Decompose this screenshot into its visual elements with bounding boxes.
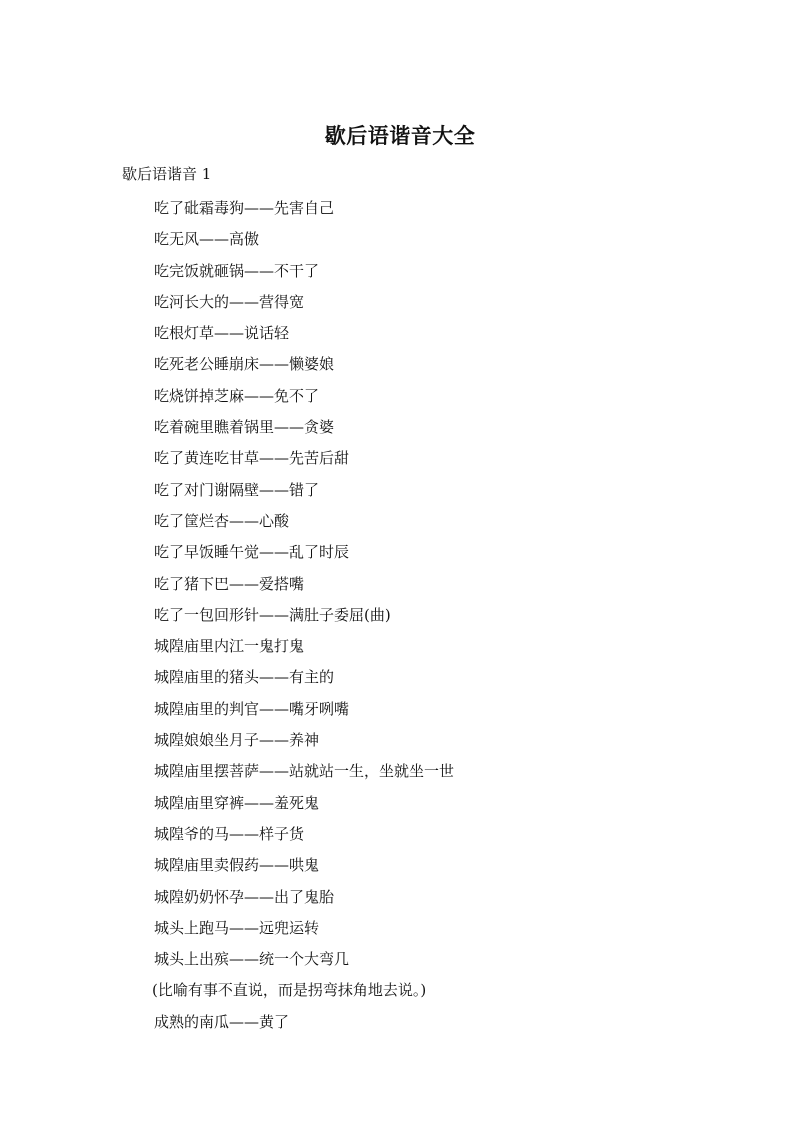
saying-entry: 城隍庙里的猪头——有主的 bbox=[154, 668, 335, 687]
section-heading: 歇后语谐音 1 bbox=[122, 165, 212, 183]
saying-entry: 吃河长大的——营得宽 bbox=[154, 292, 305, 311]
saying-entry: 吃了对门谢隔壁——错了 bbox=[154, 480, 320, 499]
saying-entry: 吃了早饭睡午觉——乱了时辰 bbox=[154, 543, 350, 562]
saying-list bbox=[154, 193, 714, 1038]
saying-entry: 城隍爷的马——样子货 bbox=[154, 824, 305, 843]
saying-entry: 吃根灯草——说话轻 bbox=[154, 324, 290, 343]
saying-note: (比喻有事不直说，而是拐弯抹角地去说。) bbox=[152, 981, 427, 1000]
saying-entry: 城隍娘娘坐月子——养神 bbox=[154, 731, 320, 750]
saying-entry: 吃完饭就砸锅——不干了 bbox=[154, 261, 320, 280]
saying-entry: 吃了猪下巴——爱搭嘴 bbox=[154, 574, 305, 593]
saying-entry: 吃了一包回形针——满肚子委屈(曲) bbox=[154, 605, 391, 624]
saying-entry: 吃无风——高傲 bbox=[154, 230, 260, 249]
saying-entry: 城头上出殡——统一个大弯几 bbox=[154, 950, 350, 969]
saying-entry: 城隍庙里摆菩萨——站就站一生，坐就坐一世 bbox=[154, 762, 455, 781]
saying-entry: 吃了砒霜毒狗——先害自己 bbox=[154, 199, 335, 217]
saying-entry: 城隍庙里卖假药——哄鬼 bbox=[154, 856, 320, 875]
saying-entry: 吃烧饼掉芝麻——免不了 bbox=[154, 386, 320, 405]
page-title: 歇后语谐音大全 bbox=[324, 124, 476, 148]
saying-entry: 城隍庙里穿裤——羞死鬼 bbox=[154, 793, 320, 812]
saying-entry: 吃了黄连吃甘草——先苦后甜 bbox=[154, 449, 350, 468]
saying-entry: 吃着碗里瞧着锅里——贪婆 bbox=[154, 418, 335, 437]
saying-entry: 吃死老公睡崩床——懒婆娘 bbox=[154, 355, 335, 374]
saying-entry: 城隍庙里内江一鬼打鬼 bbox=[154, 637, 305, 656]
saying-entry: 城隍庙里的判官——嘴牙咧嘴 bbox=[154, 699, 350, 718]
saying-entry: 城隍奶奶怀孕——出了鬼胎 bbox=[154, 887, 335, 906]
saying-entry: 成熟的南瓜——黄了 bbox=[154, 1012, 290, 1031]
saying-entry: 城头上跑马——远兜运转 bbox=[154, 918, 320, 937]
saying-entry: 吃了筐烂杏——心酸 bbox=[154, 511, 290, 530]
